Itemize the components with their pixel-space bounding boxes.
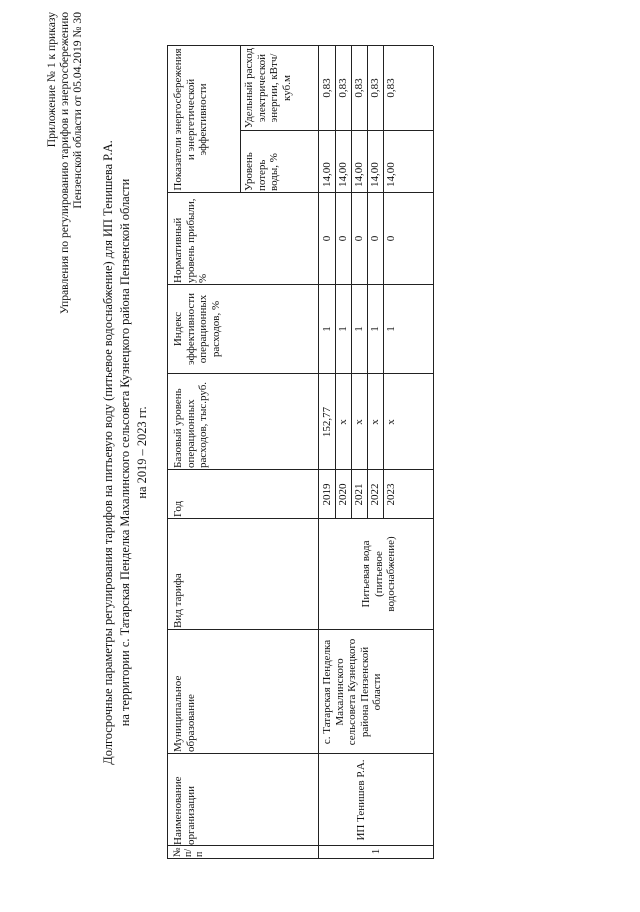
col-divider-2 xyxy=(167,753,433,754)
cell-profit-2019: 0 xyxy=(321,235,333,242)
header-tariff-type: Вид тарифа xyxy=(172,573,184,628)
header-water-loss: Уровень потерь воды, % xyxy=(243,152,280,191)
year-row-divider-4 xyxy=(383,46,384,519)
cell-profit-2022: 0 xyxy=(369,235,381,242)
cell-base-2019: 152,77 xyxy=(321,406,333,438)
row-number: 1 xyxy=(370,848,382,855)
cell-base-2021: х xyxy=(353,419,365,425)
cell-loss-2021: 14,00 xyxy=(353,162,365,187)
cell-specific-2021: 0,83 xyxy=(353,78,365,98)
header-normative-profit: Нормативный уровень прибыли, % xyxy=(172,198,209,283)
header-energy-efficiency: Показатели энергосбережения и энергетической эффективности xyxy=(172,48,209,191)
cell-profit-2020: 0 xyxy=(337,235,349,242)
cell-index-2023: 1 xyxy=(385,326,397,332)
document-title-line-2: на территории с. Татарская Пенделка Махалинского сельсовета Кузнецкого района Пензенской области xyxy=(118,178,132,727)
cell-index-2022: 1 xyxy=(369,326,381,332)
year-row-divider-3 xyxy=(367,46,368,519)
appendix-header-line-2: Управления по регулированию тарифов и энергосбережению xyxy=(58,12,71,315)
table-border-top xyxy=(167,46,168,859)
cell-specific-2022: 0,83 xyxy=(369,78,381,98)
appendix-header-line-1: Приложение № 1 к приказу xyxy=(45,12,58,148)
cell-year-2021: 2021 xyxy=(353,483,365,506)
year-row-divider-2 xyxy=(351,46,352,519)
header-year: Год xyxy=(172,500,184,517)
organization-name: ИП Тенишев Р.А. xyxy=(355,759,367,841)
col-divider-4 xyxy=(167,518,433,519)
cell-year-2019: 2019 xyxy=(321,483,333,506)
cell-specific-2020: 0,83 xyxy=(337,78,349,98)
cell-index-2021: 1 xyxy=(353,326,365,332)
tariff-type-name: Питьевая вода (питьевое водоснабжение) xyxy=(360,536,397,612)
cell-loss-2019: 14,00 xyxy=(321,162,333,187)
appendix-header-line-3: Пензенской области от 05.04.2019 № 30 xyxy=(71,12,84,209)
document-title-line-3: на 2019 – 2023 гг. xyxy=(135,406,149,499)
header-base-opex: Базовый уровень операционных расходов, тыс.руб. xyxy=(172,381,209,468)
cell-profit-2023: 0 xyxy=(385,235,397,242)
col-divider-6 xyxy=(167,373,433,374)
header-specific-energy: Удельный расход электрической энергии, кВтч/куб.м xyxy=(243,47,293,129)
cell-year-2023: 2023 xyxy=(385,483,397,506)
col-divider-3 xyxy=(167,629,433,630)
year-row-divider-1 xyxy=(335,46,336,519)
cell-loss-2020: 14,00 xyxy=(337,162,349,187)
header-efficiency-index: Индекс эффективности операционных расходов, % xyxy=(172,292,222,366)
cell-profit-2021: 0 xyxy=(353,235,365,242)
cell-index-2020: 1 xyxy=(337,326,349,332)
municipality-name: с. Татарская Пенделка Махалинского сельсовета Кузнецкого района Пензенской области xyxy=(321,638,383,746)
header-organization: Наименование организации xyxy=(172,776,197,845)
cell-year-2020: 2020 xyxy=(337,483,349,506)
cell-loss-2022: 14,00 xyxy=(369,162,381,187)
cell-year-2022: 2022 xyxy=(369,483,381,506)
table-header-bottom-border xyxy=(318,46,319,859)
table-border-bottom xyxy=(433,46,434,859)
header-num: № п/п xyxy=(172,847,205,857)
col-divider-7 xyxy=(167,284,433,285)
col-divider-5 xyxy=(167,469,433,470)
header-municipality: Муниципальное образование xyxy=(172,675,197,752)
cell-index-2019: 1 xyxy=(321,326,333,332)
cell-loss-2023: 14,00 xyxy=(385,162,397,187)
table-border-left xyxy=(167,858,433,859)
table-border-right xyxy=(167,45,433,46)
col-divider-1 xyxy=(167,845,433,846)
cell-base-2020: х xyxy=(337,419,349,425)
document-title-line-1: Долгосрочные параметры регулирования тарифов на питьевую воду (питьевое водоснабжение) для ИП Тенишева Р.А. xyxy=(101,140,115,765)
cell-specific-2019: 0,83 xyxy=(321,78,333,98)
cell-base-2023: х xyxy=(385,419,397,425)
cell-specific-2023: 0,83 xyxy=(385,78,397,98)
col-divider-8 xyxy=(167,192,433,193)
cell-base-2022: х xyxy=(369,419,381,425)
energy-group-divider xyxy=(240,46,241,193)
